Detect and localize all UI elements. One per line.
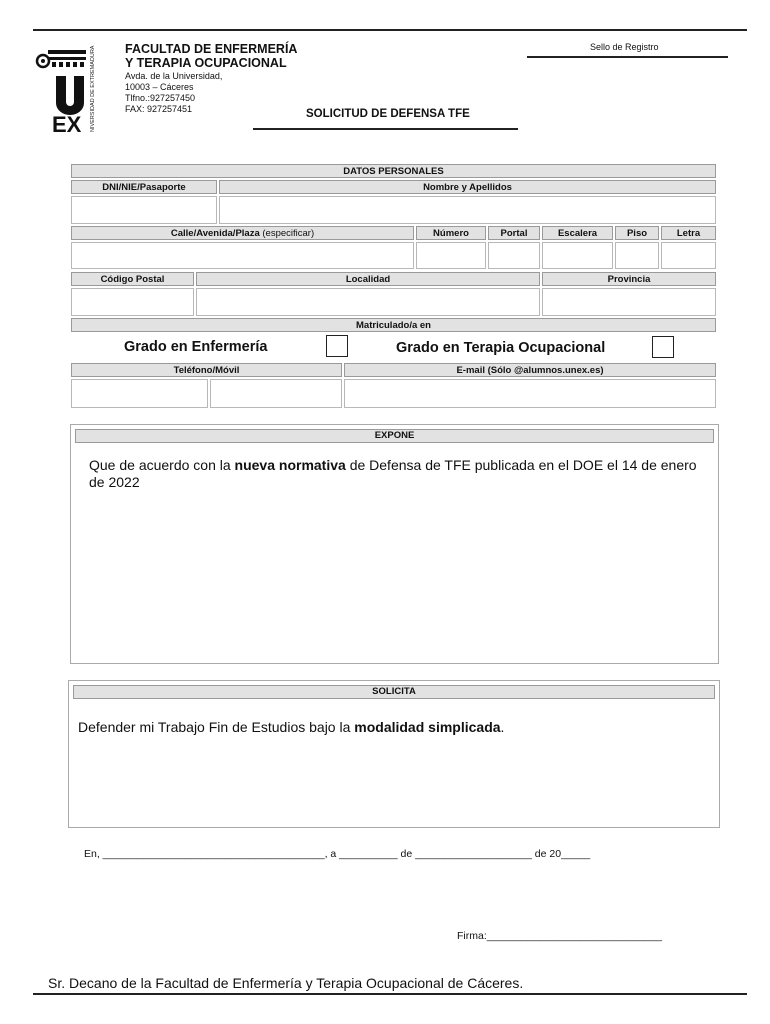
svg-text:EX: EX (52, 112, 82, 132)
solicita-text-end: . (500, 719, 505, 735)
solicita-text (78, 719, 708, 736)
number-label: Número (416, 226, 486, 240)
dni-label: DNI/NIE/Pasaporte (71, 180, 217, 194)
solicita-header: SOLICITA (73, 685, 715, 699)
expone-panel (70, 424, 719, 664)
phone-label: Teléfono/Móvil (71, 363, 342, 377)
letter-input[interactable] (661, 242, 716, 269)
degree-ot-label: Grado en Terapia Ocupacional (396, 340, 606, 356)
floor-input[interactable] (615, 242, 659, 269)
floor-label: Piso (615, 226, 659, 240)
title-rule (253, 128, 518, 130)
stair-label: Escalera (542, 226, 613, 240)
stamp-label: Sello de Registro (590, 42, 659, 52)
phone-input[interactable] (71, 379, 208, 408)
fax-line: FAX: 927257451 (125, 104, 193, 114)
name-label: Nombre y Apellidos (219, 180, 716, 194)
faculty-name-line1: FACULTAD DE ENFERMERÍA (125, 42, 298, 56)
postal-code-input[interactable] (71, 288, 194, 316)
email-label: E-mail (Sólo @alumnos.unex.es) (344, 363, 716, 377)
locality-label: Localidad (196, 272, 540, 286)
dni-input[interactable] (71, 196, 217, 224)
expone-header: EXPONE (75, 429, 714, 443)
degree-nursing-checkbox[interactable] (326, 335, 348, 357)
uex-logo (34, 40, 124, 132)
solicita-text-bold: modalidad simplicada (354, 719, 501, 735)
street-label-note: (especificar) (259, 228, 315, 239)
street-label-main: Calle/Avenida/Plaza (170, 228, 260, 239)
form-title: SOLICITUD DE DEFENSA TFE (306, 108, 470, 120)
stamp-rule (527, 56, 728, 58)
mobile-input[interactable] (210, 379, 342, 408)
svg-text:UNIVERSIDAD DE EXTREMADURA: UNIVERSIDAD DE EXTREMADURA (90, 45, 96, 132)
name-input[interactable] (219, 196, 716, 224)
stair-input[interactable] (542, 242, 613, 269)
expone-text-end: de Defensa de TFE publicada en el DOE el 14 de enero de 2022 (89, 457, 697, 490)
street-label (71, 226, 414, 240)
address-line1: Avda. de la Universidad, (125, 71, 223, 81)
degree-nursing-label: Grado en Enfermería (124, 339, 268, 355)
letter-label: Letra (661, 226, 716, 240)
portal-input[interactable] (488, 242, 540, 269)
expone-text-bold: nueva normativa (234, 457, 346, 473)
date-place-line: En, ______________________________________, a __________ de ____________________ de 20_____ (84, 848, 591, 860)
street-input[interactable] (71, 242, 414, 269)
top-rule (33, 29, 747, 31)
signature-line: Firma:______________________________ (457, 930, 662, 942)
email-input[interactable] (344, 379, 716, 408)
enrolled-label: Matriculado/a en (71, 318, 716, 332)
locality-input[interactable] (196, 288, 540, 316)
degree-ot-checkbox[interactable] (652, 336, 674, 358)
expone-text-start: Que de acuerdo con la (89, 457, 235, 473)
province-input[interactable] (542, 288, 716, 316)
addressee: Sr. Decano de la Facultad de Enfermería y Terapia Ocupacional de Cáceres. (48, 975, 524, 991)
number-input[interactable] (416, 242, 486, 269)
province-label: Provincia (542, 272, 716, 286)
phone-line: Tlfno.:927257450 (125, 93, 196, 103)
solicita-text-start: Defender mi Trabajo Fin de Estudios bajo la (78, 719, 355, 735)
personal-section-header: DATOS PERSONALES (71, 164, 716, 178)
address-line2: 10003 – Cáceres (125, 82, 194, 92)
postal-code-label: Código Postal (71, 272, 194, 286)
expone-text (89, 457, 709, 490)
portal-label: Portal (488, 226, 540, 240)
bottom-rule (33, 993, 747, 995)
faculty-name-line2: Y TERAPIA OCUPACIONAL (125, 56, 287, 70)
solicita-panel (68, 680, 720, 828)
